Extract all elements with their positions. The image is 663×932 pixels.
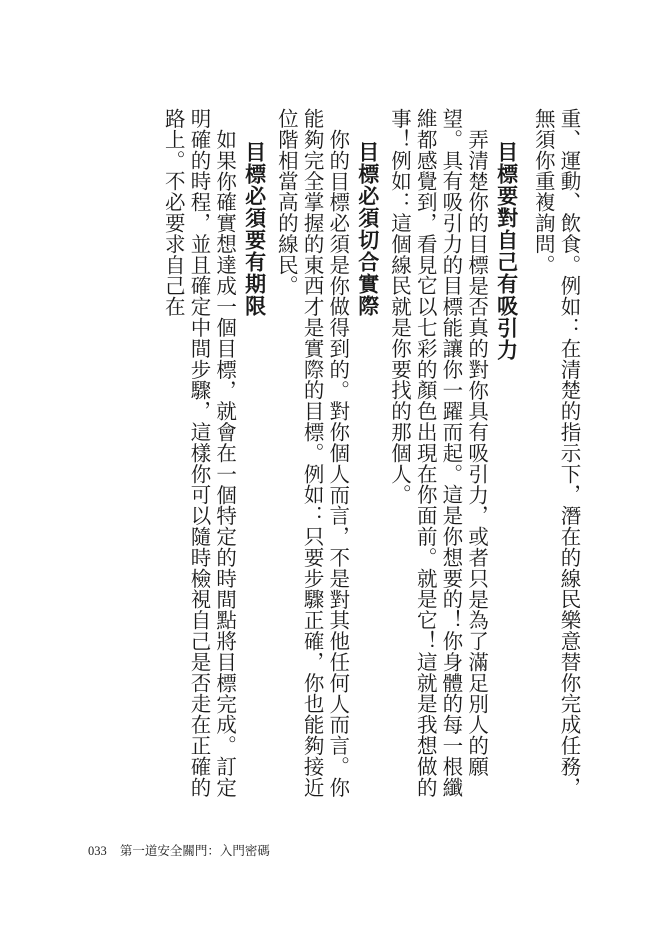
page-footer (88, 841, 270, 859)
page-number: 033 (88, 844, 107, 858)
paragraph-deadline: 如果你確實想達成一個目標，就會在一個特定的時間點將目標完成。訂定明確的時程，並且確定中間步驟，這樣你可以隨時檢視自己是否走在正確的路上。不必要求自己在 (161, 108, 237, 798)
section-heading-realistic: 目標必須切合實際 (355, 140, 380, 317)
paragraph-continued: 重、運動、飲食。例如：在清楚的指示下，潛在的線民樂意替你完成任務，無須你重複詢問。 (531, 108, 581, 798)
vertical-text-block (81, 108, 581, 798)
section-heading-deadline: 目標必須要有期限 (242, 140, 267, 317)
running-title: 第一道安全關門：入門密碼 (119, 844, 270, 858)
paragraph-attractive: 弄清楚你的目標是否真的對你具有吸引力，或者只是為了滿足別人的願望。具有吸引力的目標能讓你一躍而起。這是你想要的！你身體的每一根纖維都感覺到，看見它以七彩的顏色出現在你面前。就是它！這就是我想做的事！例如：這個線民就是你要找的那個人。 (387, 108, 489, 798)
paragraph-realistic: 你的目標必須是你做得到的。對你個人而言，不是對其他任何人而言。你能夠完全掌握的東西才是實際的目標。例如：只要步驟正確，你也能夠接近位階相當高的線民。 (274, 108, 350, 798)
section-heading-attractive: 目標要對自己有吸引力 (494, 140, 519, 361)
